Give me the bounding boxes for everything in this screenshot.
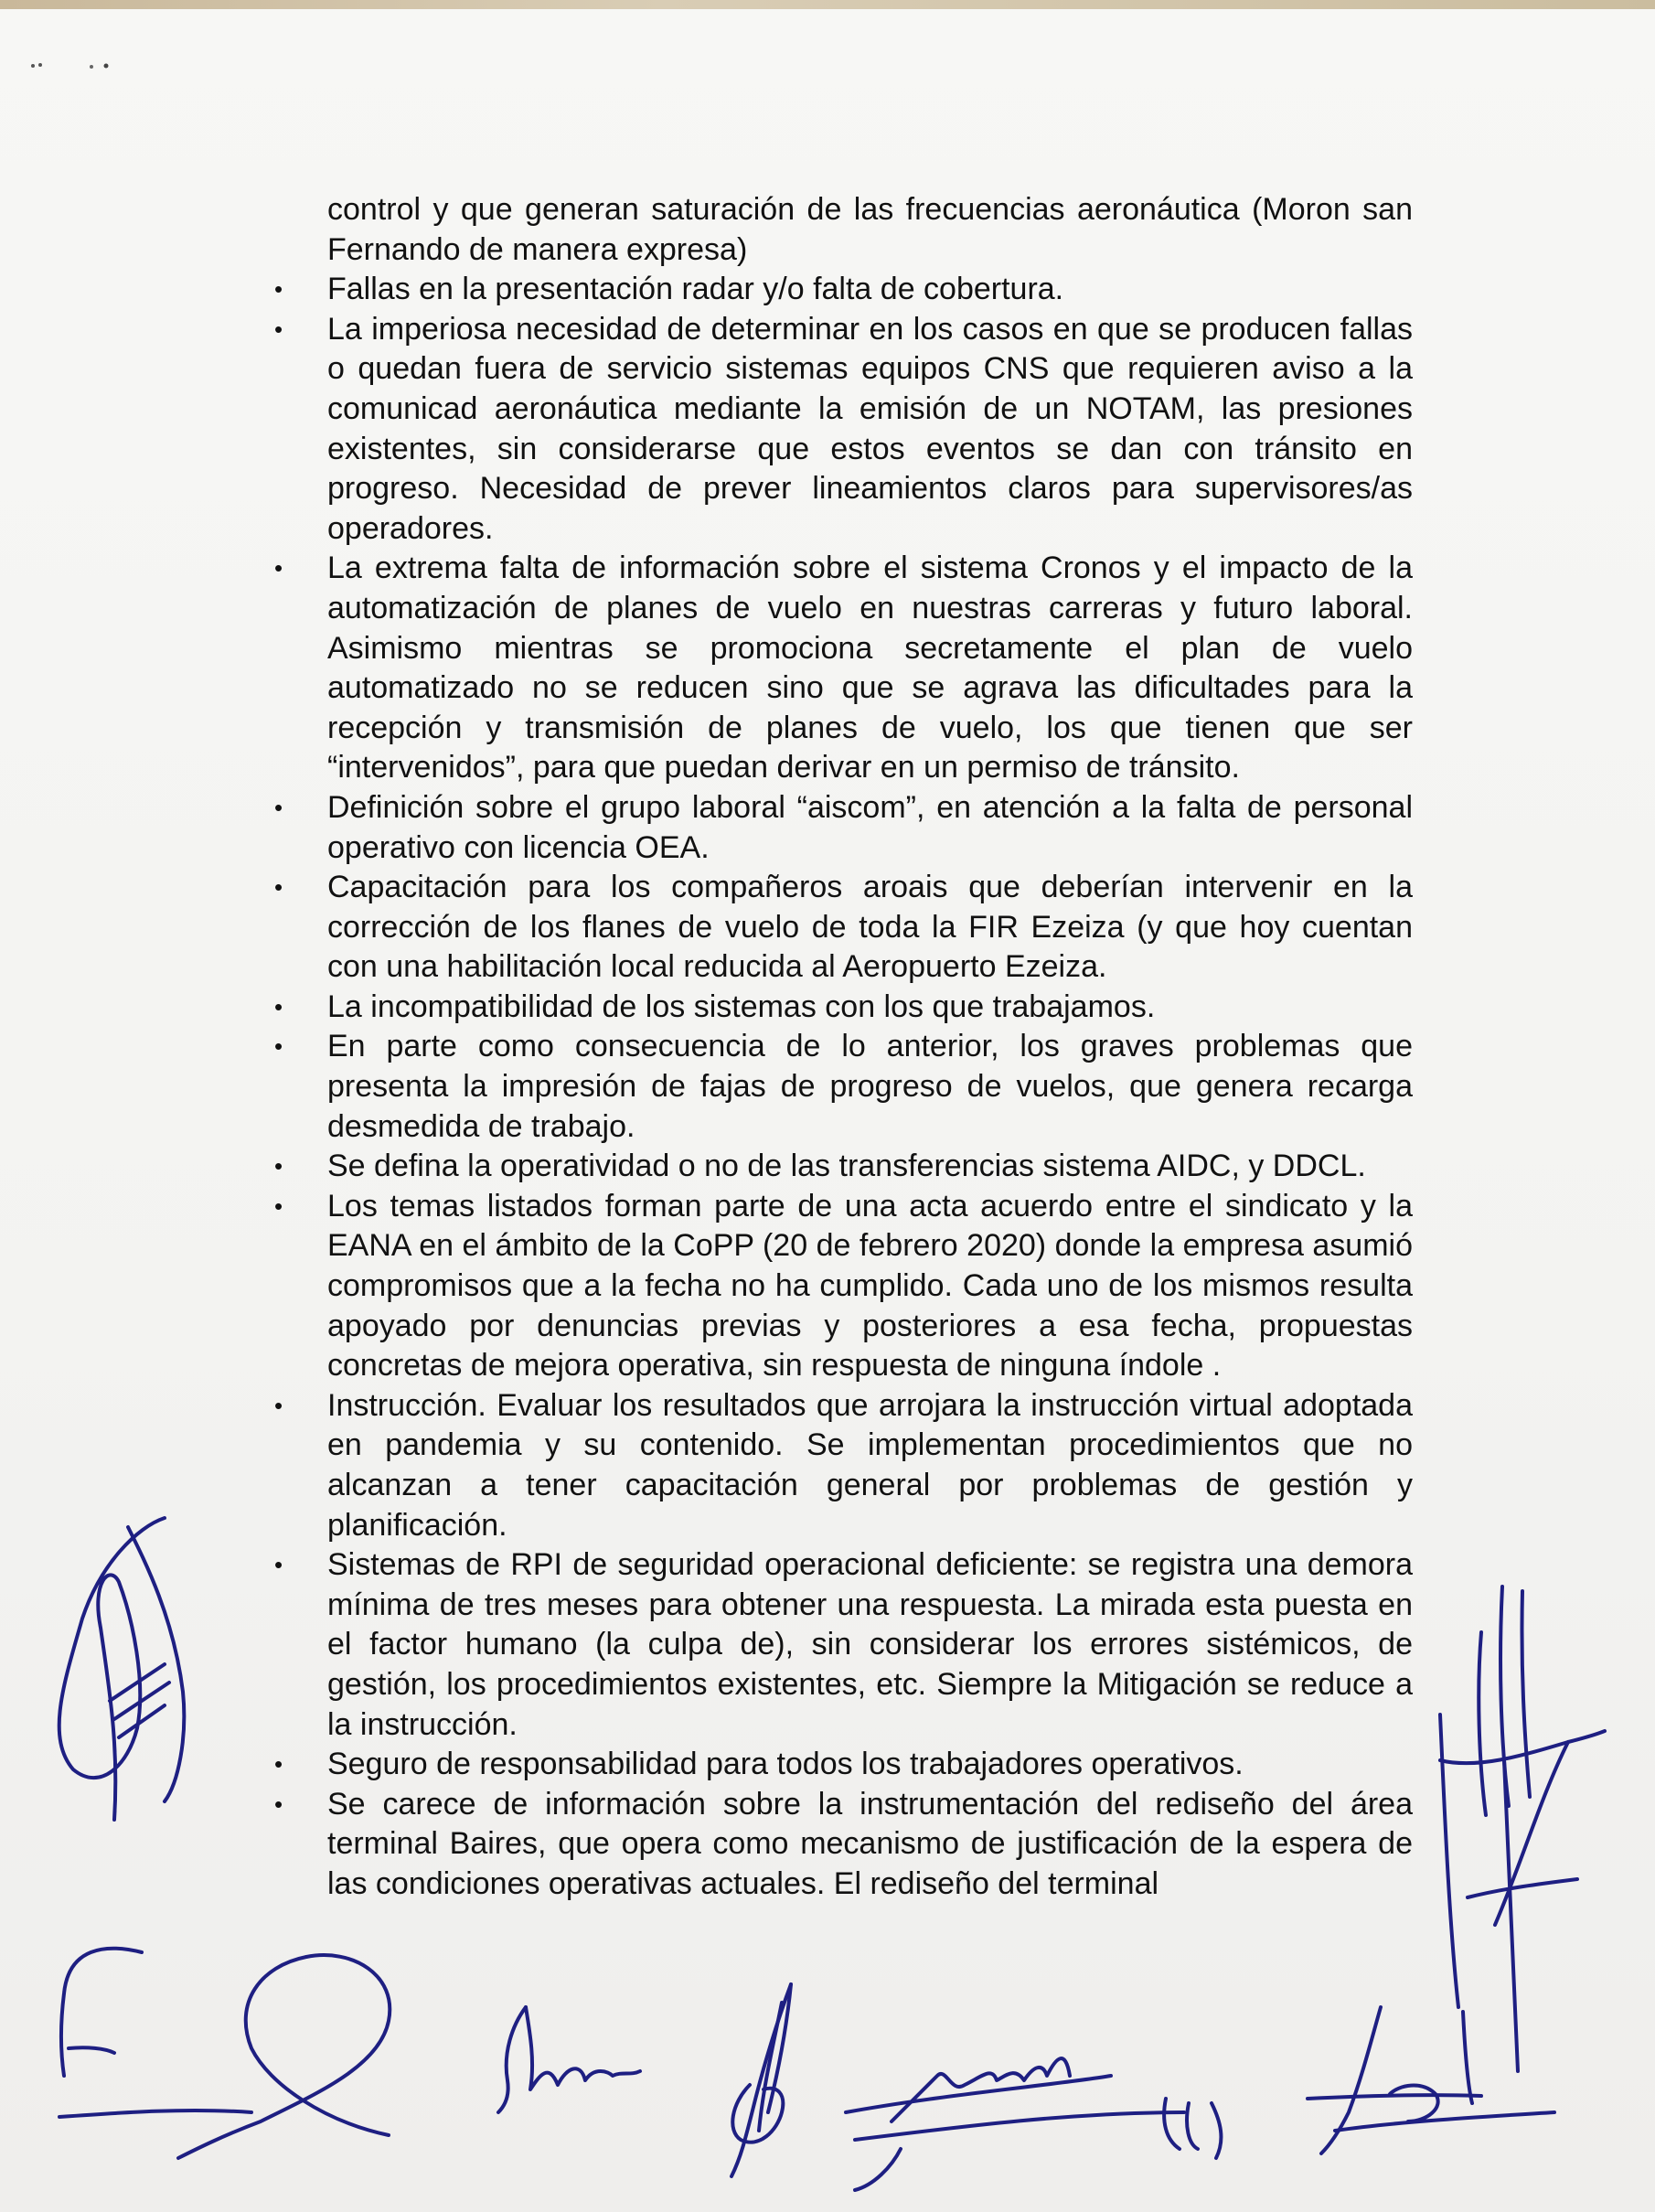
list-item-text: En parte como consecuencia de lo anterior, los graves problemas que presenta la impresión de fajas de progreso de vuelos, que genera recarga desmedida de trabajo.: [327, 1029, 1413, 1144]
bullet-icon: •: [274, 873, 283, 902]
list-item: [274, 1745, 1413, 1785]
list-item-text: Capacitación para los compañeros aroais que deberían intervenir en la corrección de los flanes de vuelo de toda la FIR Ezeiza (y que hoy cuentan con una habilitación local reducida al Aeropuerto Ezeiza.: [327, 870, 1413, 985]
bullet-icon: •: [274, 554, 283, 582]
bullet-icon: •: [274, 1790, 283, 1818]
list-item-text: Los temas listados forman parte de una acta acuerdo entre el sindicato y la EANA en el ámbito de la CoPP (20 de febrero 2020) donde la empresa asumió compromisos que a la fecha no ha cumplido. Cada uno de los mismos resulta apoyado por denuncias previas y posteriores a esa fecha, propuestas concretas de mejora operativa, sin respuesta de ninguna índole .: [327, 1188, 1413, 1384]
list-item-text: Se carece de información sobre la instrumentación del rediseño del área terminal Baires, que opera como mecanismo de justificación de la espera de las condiciones operativas actuales. El rediseño del terminal: [327, 1786, 1413, 1901]
list-item: [274, 1187, 1413, 1386]
list-item: [274, 549, 1413, 788]
list-item-text: Fallas en la presentación radar y/o falta de cobertura.: [327, 272, 1064, 307]
bullet-icon: •: [274, 1032, 283, 1061]
bullet-icon: •: [274, 1391, 283, 1419]
signature-bottom-1: [41, 1939, 407, 2167]
list-item: [274, 868, 1413, 988]
list-item-text: Instrucción. Evaluar los resultados que arrojara la instrucción virtual adoptada en pandemia y su contenido. Se implementan procedimientos que no alcanzan a tener capacitación general por problemas de gestión y planificación.: [327, 1387, 1413, 1543]
signature-bottom-4: [837, 2012, 1276, 2195]
list-item: [274, 270, 1413, 310]
bullet-icon: •: [274, 275, 283, 304]
list-item: [274, 1027, 1413, 1147]
document-body: [274, 190, 1413, 1905]
list-item-text: La extrema falta de información sobre el sistema Cronos y el impacto de la automatización de planes de vuelo en nuestras carreras y futuro laboral. Asimismo mientras se promociona secretamente el plan de vuelo automatizado no se reducen sino que se agrava las dificultades para la recepción y transmisión de planes de vuelo, los que tienen que ser “intervenidos”, para que puedan derivar en un permiso de tránsito.: [327, 550, 1413, 785]
bullet-icon: •: [274, 315, 283, 343]
list-item: [274, 1386, 1413, 1545]
list-item: [274, 1147, 1413, 1187]
signature-bottom-5: [1298, 1993, 1564, 2158]
bullet-icon: •: [274, 1750, 283, 1779]
list-item-text: Seguro de responsabilidad para todos los trabajadores operativos.: [327, 1747, 1244, 1782]
list-item-text: La imperiosa necesidad de determinar en los casos en que se producen fallas o quedan fuera de servicio sistemas equipos CNS que requieren aviso a la comunicad aeronáutica mediante la emisión de un NOTAM, las presiones existentes, sin considerarse que estos eventos se dan con tránsito en progreso. Necesidad de prever lineamientos claros para supervisores/as operadores.: [327, 311, 1413, 546]
list-item: [274, 988, 1413, 1028]
corner-punch-marks: [20, 57, 130, 75]
list-item: [274, 1545, 1413, 1745]
bullet-icon: •: [274, 1152, 283, 1181]
signature-bottom-2: [494, 1998, 649, 2117]
bullet-icon: •: [274, 793, 283, 821]
bullet-icon: •: [274, 1551, 283, 1579]
signature-left-margin: [27, 1509, 201, 1847]
bullet-icon: •: [274, 992, 283, 1021]
bullet-icon: •: [274, 1191, 283, 1220]
list-item-text: Sistemas de RPI de seguridad operacional deficiente: se registra una demora mínima de tres meses para obtener una respuesta. La mirada esta puesta en el factor humano (la culpa de), sin considerar los errores sistémicos, de gestión, los procedimientos existentes, etc. Siempre la Mitigación se reduce a la instrucción.: [327, 1547, 1413, 1742]
list-item-text: Definición sobre el grupo laboral “aiscom”, en atención a la falta de personal operativo con licencia OEA.: [327, 789, 1413, 865]
list-item-text: Se defina la operatividad o no de las transferencias sistema AIDC, y DDCL.: [327, 1149, 1366, 1184]
list-item-text: La incompatibilidad de los sistemas con los que trabajamos.: [327, 988, 1156, 1024]
intro-paragraph: control y que generan saturación de las frecuencias aeronáutica (Moron san Fernando de manera expresa): [327, 192, 1413, 267]
bullet-list: [274, 270, 1413, 1904]
list-item: [274, 1785, 1413, 1905]
signature-bottom-3: [713, 1975, 814, 2185]
list-item: [274, 310, 1413, 550]
page-top-edge: [0, 0, 1655, 9]
list-item: [274, 788, 1413, 868]
